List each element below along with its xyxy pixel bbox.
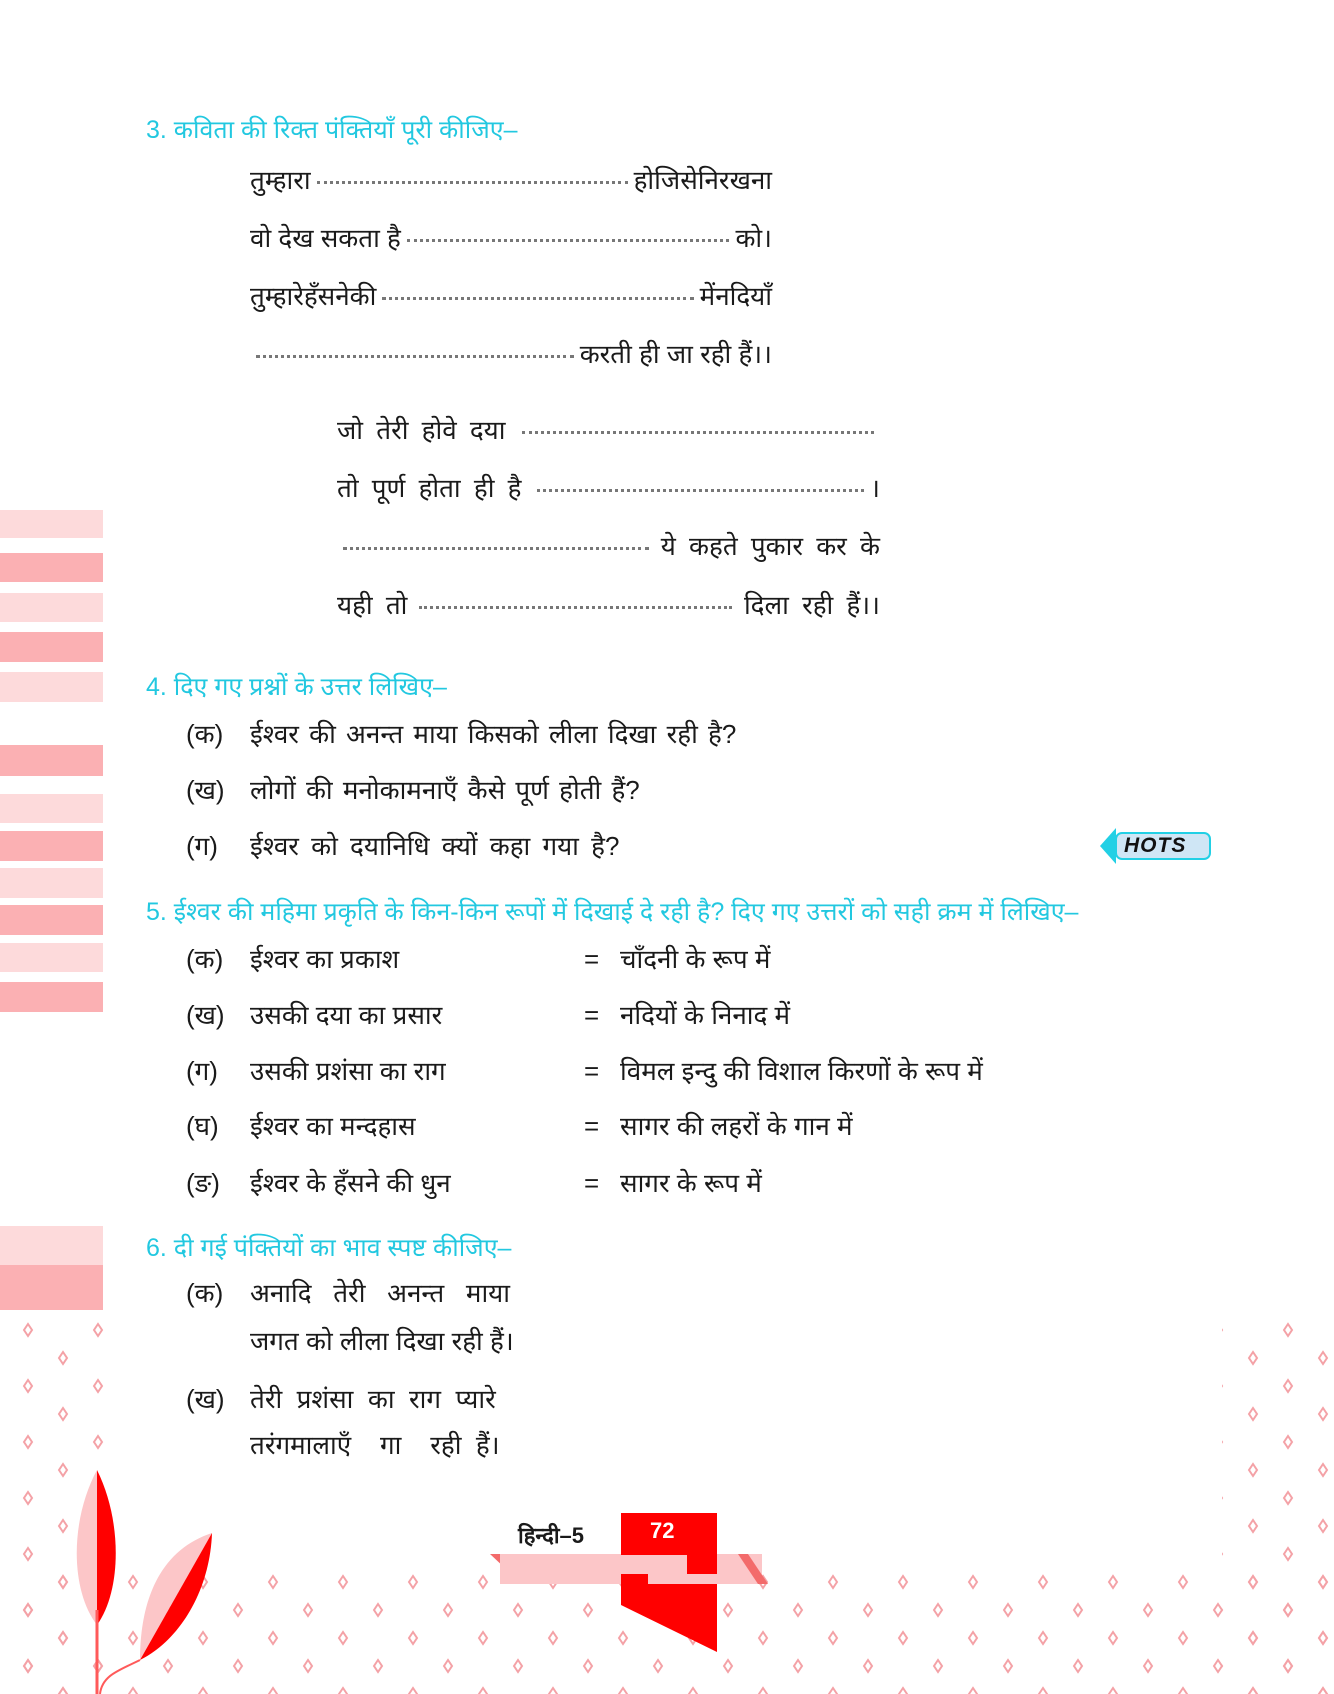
poem-text: यही तो: [337, 590, 408, 620]
poem-text: ।: [870, 473, 880, 503]
poem-line: [250, 336, 772, 372]
item-text: लोगों की मनोकामनाएँ कैसे पूर्ण होती हैं?: [250, 775, 640, 805]
item-label: (ग): [186, 1056, 218, 1086]
match-left: ईश्वर का मन्दहास: [250, 1111, 416, 1141]
decorative-stripe: [0, 831, 103, 861]
blank-line: [522, 431, 874, 434]
equals-sign: =: [584, 944, 600, 974]
equals-sign: =: [584, 1168, 600, 1198]
match-left: ईश्वर के हँसने की धुन: [250, 1168, 451, 1198]
poem-text: मेंनदियाँ: [699, 281, 772, 311]
blank-line: [317, 181, 628, 184]
poem-text: तुम्हारा: [250, 165, 311, 195]
match-row: [186, 1165, 762, 1201]
match-right: नदियों के निनाद में: [620, 1000, 791, 1030]
decorative-stripe: [0, 905, 103, 935]
poem-line: [250, 162, 772, 198]
question-item: [186, 828, 619, 864]
decorative-stripe: [0, 943, 103, 972]
blank-line: [419, 606, 732, 609]
verse-line: तेरी प्रशंसा का राग प्यारे: [250, 1384, 496, 1414]
decorative-stripe: [0, 982, 103, 1012]
book-title: हिन्दी–5: [518, 1523, 585, 1548]
question-3-heading: 3. कविता की रिक्त पंक्तियाँ पूरी कीजिए–: [146, 116, 518, 144]
hots-label: HOTS: [1124, 834, 1187, 857]
item-label: (क): [186, 1278, 224, 1308]
match-left: उसकी प्रशंसा का राग: [250, 1056, 446, 1086]
poem-text: दिला रही हैं।।: [743, 590, 880, 620]
match-row: [186, 1108, 853, 1144]
poem-text: जो तेरी होवे दया: [337, 415, 506, 445]
question-5-heading: 5. ईश्वर की महिमा प्रकृति के किन-किन रूपों में दिखाई दे रही है? दिए गए उत्तरों को सही क्रम में लिखिए–: [146, 898, 1079, 926]
decorative-stripe: [0, 632, 103, 662]
match-left: ईश्वर का प्रकाश: [250, 944, 400, 974]
match-row: [186, 997, 790, 1033]
poem-text: तो पूर्ण होता ही है: [337, 473, 522, 503]
poem-line: [250, 220, 772, 256]
match-row: [186, 1053, 983, 1089]
match-right: विमल इन्दु की विशाल किरणों के रूप में: [620, 1056, 983, 1086]
question-item: [186, 772, 640, 808]
item-label: (क): [186, 719, 224, 749]
question-item: [186, 1381, 496, 1417]
question-6-heading: 6. दी गई पंक्तियों का भाव स्पष्ट कीजिए–: [146, 1234, 512, 1262]
item-text: ईश्वर की अनन्त माया किसको लीला दिखा रही है?: [250, 719, 737, 749]
question-item: [186, 716, 736, 752]
decorative-stripe: [0, 593, 103, 622]
blank-line: [407, 239, 730, 242]
match-left: उसकी दया का प्रसार: [250, 1000, 443, 1030]
decorative-stripe: [0, 510, 103, 538]
blank-line: [256, 355, 574, 358]
verse-line: अनादि तेरी अनन्त माया: [250, 1278, 510, 1308]
verse-line: जगत को लीला दिखा रही हैं।: [250, 1326, 514, 1356]
poem-text: वो देख सकता है: [250, 223, 401, 253]
item-text: ईश्वर को दयानिधि क्यों कहा गया है?: [250, 831, 620, 861]
poem-line: [337, 412, 880, 448]
match-right: चाँदनी के रूप में: [620, 944, 771, 974]
poem-text: होजिसेनिरखना: [633, 165, 772, 195]
match-right: सागर के रूप में: [620, 1168, 762, 1198]
decorative-stripe: [0, 794, 103, 823]
item-label: (ख): [186, 775, 225, 805]
leaf-decoration: [60, 1460, 220, 1694]
item-label: (घ): [186, 1111, 219, 1141]
item-label: (ङ): [186, 1168, 220, 1198]
page-number: 72: [650, 1518, 675, 1543]
poem-text: करती ही जा रही हैं।।: [579, 339, 772, 369]
decorative-stripe: [0, 672, 103, 702]
hots-badge: [1100, 828, 1212, 864]
poem-line: [337, 470, 880, 506]
item-label: (ग): [186, 831, 218, 861]
blank-line: [382, 297, 693, 300]
poem-text: ये कहते पुकार कर के: [660, 531, 880, 561]
item-label: (ख): [186, 1384, 225, 1414]
decorative-stripe: [0, 868, 103, 898]
decorative-stripe: [0, 1226, 103, 1266]
question-4-heading: 4. दिए गए प्रश्नों के उत्तर लिखिए–: [146, 673, 447, 701]
poem-line: [250, 278, 772, 314]
equals-sign: =: [584, 1056, 600, 1086]
decorative-stripe: [0, 1265, 103, 1310]
question-item: [186, 1275, 510, 1311]
equals-sign: =: [584, 1000, 600, 1030]
match-row: [186, 941, 770, 977]
blank-line: [537, 489, 864, 492]
poem-text: को।: [735, 223, 772, 253]
decorative-stripe: [0, 745, 103, 776]
equals-sign: =: [584, 1111, 600, 1141]
item-label: (ख): [186, 1000, 225, 1030]
poem-line: [337, 587, 880, 623]
item-label: (क): [186, 944, 224, 974]
verse-line: तरंगमालाएँ गा रही हैं।: [250, 1430, 500, 1460]
poem-line: [337, 528, 880, 564]
match-right: सागर की लहरों के गान में: [620, 1111, 853, 1141]
decorative-stripe: [0, 553, 103, 582]
poem-text: तुम्हारेहँसनेकी: [250, 281, 377, 311]
blank-line: [343, 547, 649, 550]
